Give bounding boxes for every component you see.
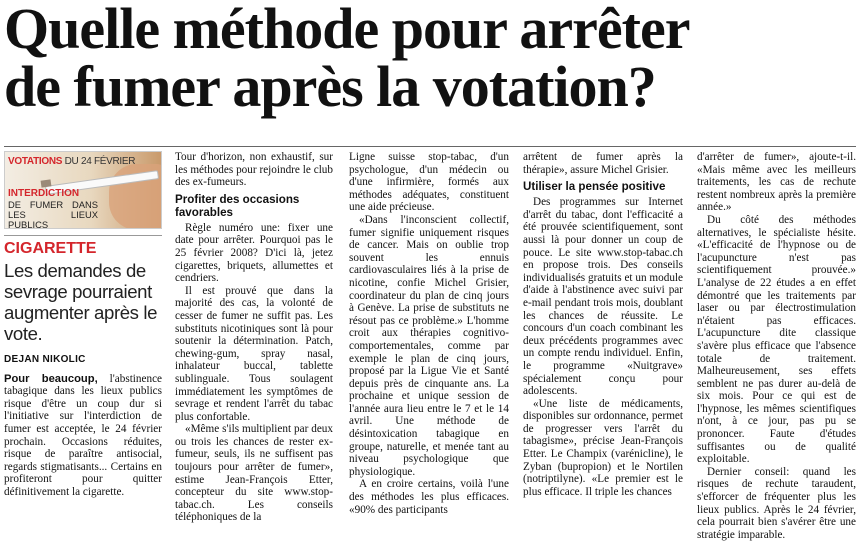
paragraph: Dernier conseil: quand les risques de rechute taraudent, s'efforcer de fréquenter plus les lieux publics. Après le 24 février, cela pourrait bien s'avérer être une stratégie imparable. [697,465,856,541]
paragraph: d'arrêter de fumer», ajoute-t-il. «Mais même avec les meilleurs traitements, les cas de rechute restent nombreux après la première année.» [697,151,856,214]
paragraph: Il est prouvé que dans la majorité des cas, la volonté de cesser de fumer ne suffit pas. Les substituts nicotiniques sont là pour soutenir la détermination. Patch, chewing-gum, spray nasal, inhalateur buccal, tablette sublinguale. Tous soulagent immédiatement les symptômes de sevrage et rendent l'arrêt du tabac plus confortable. [175,284,333,423]
article-column-2 [175,151,333,543]
headline [4,0,860,119]
paragraph: A en croire certains, voilà l'une des méthodes les plus efficaces. «90% des participants [349,478,509,516]
kicker: CIGARETTE [4,235,162,258]
headline-line-2: de fumer après la votation? [4,54,656,119]
paragraph: Du côté des méthodes alternatives, le spécialiste hésite. «L'efficacité de l'hypnose ou de l'acupuncture n'est pas scientifiquement prouvée.» L'analyse de 22 études a en effet démontré que les traitements par laser ou par électrostimulation n'étaient pas efficaces. L'acupuncture dite classique s'avère plus efficace que l'absence totale de traitement. Malheureusement, ses effets semblent ne pas durer au-delà de six mois. Pour ce qui est de l'hypnose, les mêmes scientifiques n'ont, à ce jour, pas pu se prononcer. Faute d'études suffisantes ou de qualité exploitable. [697,213,856,466]
headline-line-1: Quelle méthode pour arrêter [4,0,690,61]
lead-paragraph [4,373,162,499]
byline: DEJAN NIKOLIC [4,354,86,365]
headline-rule [4,146,856,147]
paragraph: arrêtent de fumer après la thérapie», assure Michel Grisier. [523,151,683,176]
banner-date: DU 24 FÉVRIER [64,156,136,167]
paragraph: Des programmes sur Internet d'arrêt du tabac, dont l'efficacité a été prouvée scientifiquement, sont aussi là pour donner un coup de pouce. Le site www.stop-tabac.ch en propose trois. Des conseils individualisés gratuits et un module d'aide à l'abstinence avec suivi par e-mail pendant trois mois, doublant les chances de réussite. Le concours d'un coach combinant les deux précédents programmes avec un compte rendu individuel. Enfin, le programme «Nuitgrave» spécialement conçu pour adolescents. [523,196,683,398]
paragraph: Règle numéro une: fixer une date pour arrêter. Pourquoi pas le 25 février 2008? D'ici là, jetez cigarettes, briquets, allumettes et cendriers. [175,221,333,285]
banner-votations [8,156,135,169]
article-column-3 [349,151,509,543]
votation-banner [4,151,162,229]
lead-rest: l'abstinence tabagique dans les lieux publics risque d'être un coup dur si l'initiative sur l'interdiction de fumer est acceptée, le 24 février prochain. Occasions réduites, risque de paraître antisocial, regards stigmatisants... Certains en profiteront pour quitter définitivement la cigarette. [4,372,162,498]
paragraph: Ligne suisse stop-tabac, d'un psychologue, d'un médecin ou d'une infirmière, formés aux méthodes adéquates, constituent une aide précieuse. [349,151,509,214]
sidebar-column [4,151,162,543]
deck: Les demandes de sevrage pourraient augmenter après le vote. [4,260,158,344]
paragraph: «Dans l'inconscient collectif, fumer signifie uniquement risques de cancer. Mais on oublie trop souvent les ennuis cardiovasculaires liés à la prise de nicotine, confie Michel Grisier, coordinateur du plan de cinq jours à Genève. La prise de substituts ne résout pas ce problème.» L'homme croit aux thérapies cognitivo-comportementales, comme par exemple le plan de cinq jours, proposé par la Ligue Vie et Santé depuis près de cinquante ans. La prochaine et unique session de l'année aura lieu entre le 7 et le 14 avril. Une méthode de désintoxication tabagique en groupe, naturelle, et menée tant au niveau psychologique que physiologique. [349,213,509,478]
article-column-4 [523,151,683,543]
subheading-pensee-positive: Utiliser la pensée positive [523,180,666,194]
subheading-occasions: Profiter des occasions favorables [175,192,300,219]
lead-bold: Pour beaucoup, [4,372,98,385]
banner-subtitle: DE FUMER DANS LES LIEUX PUBLICS [8,199,98,229]
paragraph: «Même s'ils multiplient par deux ou trois les chances de rester ex-fumeur, seuls, ils ne suffisent pas toujours pour arrêter de fumer», estime Jean-François Etter, concepteur du site www.stop-tabac.ch. Les conseils téléphoniques de la [175,423,333,524]
article-column-5 [697,151,856,543]
paragraph: Tour d'horizon, non exhaustif, sur les méthodes pour rejoindre le club des ex-fumeurs. [175,151,333,189]
cigarette-ash-illustration [41,179,52,187]
banner-votations-label: VOTATIONS [8,156,63,167]
banner-interdiction: INTERDICTION [8,188,80,199]
paragraph: «Une liste de médicaments, disponibles sur ordonnance, permet de progresser vers l'arrêt du tabagisme», précise Jean-François Etter. Le Champix (varénicline), le Zyban (bupropion) et le Nortilen (notriptilyne). «Le premier est le plus efficace. Il triple les chances [523,397,683,498]
